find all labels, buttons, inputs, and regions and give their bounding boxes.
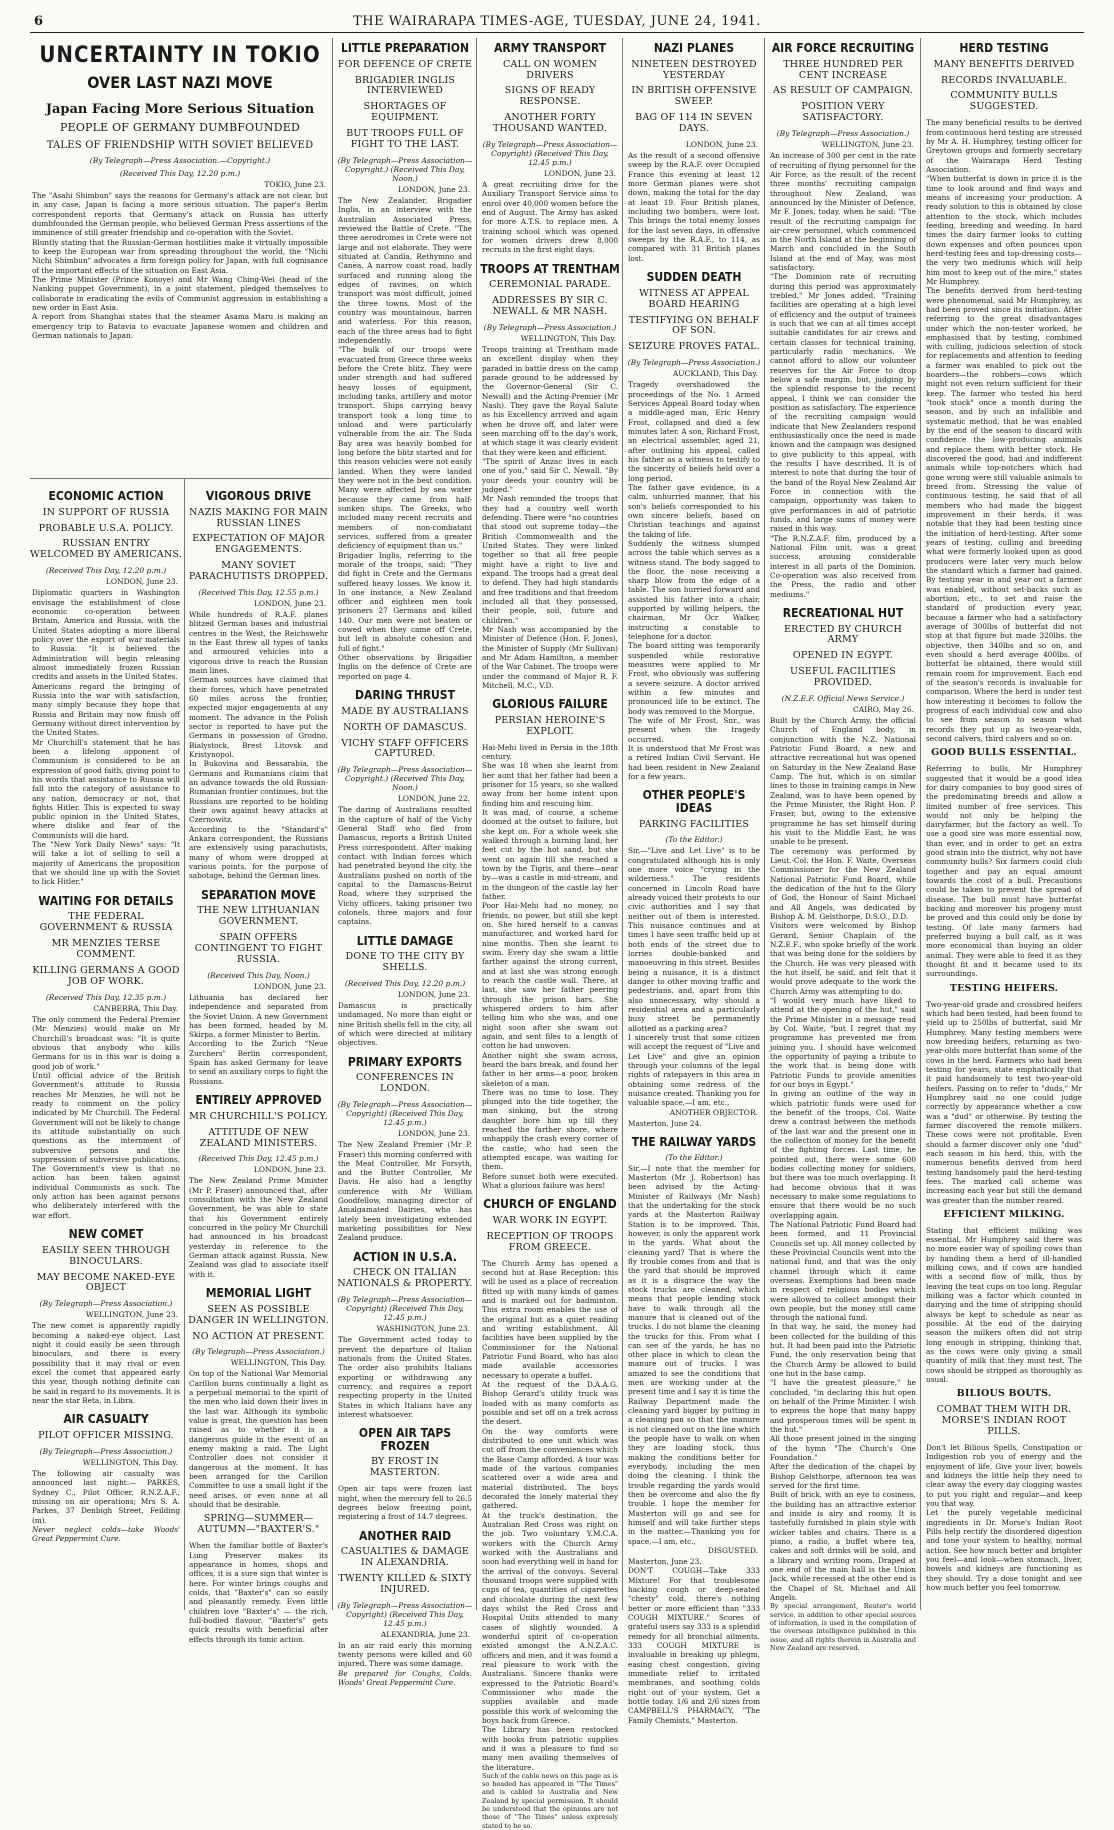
article-headline: PRIMARY EXPORTS — [347, 1054, 463, 1069]
article-paragraph: At the request of the D.A.A.G. Bishop Gerard's utility truck was loaded with as many comforts as possible and set off on a trek across the desert. — [482, 1380, 618, 1427]
article-paragraph: After the dedication of the chapel by Bishop Gelsthorpe, afternoon tea was served for the first time. — [770, 1462, 916, 1491]
dateline: LONDON, June 23. — [397, 1129, 470, 1139]
article-subhead: MADE BY AUSTRALIANS — [341, 705, 469, 717]
article-headline: THE RAILWAY YARDS — [631, 1135, 757, 1149]
article-paragraph: "I would very much have liked to attend at the opening of the hut," said the Prime Minister in a message read by Col. Waite, "but I regret that my programme has prevented me from joining you. I should have welcomed the opportunity of paying a tribute to the work that is being done with Patriotic Funds to provide amenities for our boys in Egypt." — [770, 996, 916, 1089]
article-paragraph: The Government acted today to prevent the departure of Italian nationals from the United States. The order also prohibits Italians exporting or withdrawing any currency, and requires a report respecting property in the United States in which Italians have any interest whatsoever. — [338, 1335, 472, 1419]
article-subhead: EXPECTATION OF MAJOR ENGAGEMENTS. — [192, 533, 325, 556]
article-paragraph: Two-year-old grade and crossbred heifers which had been tested, had been found to yield up to 250lbs of butterfat, said Mr Humphrey. Many testing members were now breeding heifers, returning as two-year-olds more butterfat than some of the cows in the herd. Farmers who had been testing for years, state emphatically that it paid handsomely to test two-year-old heifers. Passing on to refer to "duds," Mr Humphrey said no one could judge correctly by appearance whether a cow was a "dud" or otherwise. By testing the farmer discovered the remote milkers. These cows were not profitable. Even should a farmer discover only one "dud" each season in his herd, this, with the numerous benefits derived from herd testing handsomely paid the herd-testing fees. The marked call scheme was increasing each year but still the demand was greater than the number reared. — [926, 999, 1082, 1205]
article-paragraph: Before sunset both were executed. What a glorious failure was hers! — [482, 1171, 618, 1191]
lead-subhead: Japan Facing More Serious Situation — [45, 101, 315, 117]
article-headline: CHURCH OF ENGLAND — [483, 1197, 617, 1212]
dateline: LONDON, June 23. — [397, 185, 470, 195]
article-subhead: PARKING FACILITIES — [638, 818, 750, 830]
article-subhead: PROBABLE U.S.A. POLICY. — [38, 522, 174, 534]
article-subhead: KILLING GERMANS A GOOD JOB OF WORK. — [32, 965, 180, 987]
article-subhead: EASILY SEEN THROUGH BINOCULARS. — [41, 1244, 170, 1267]
dateline: WELLINGTON, This Day. — [230, 1358, 326, 1368]
article-subhead: USEFUL FACILITIES PROVIDED. — [789, 666, 897, 689]
article-paragraph: "The bulk of our troops were evacuated from Greece three weeks before the Crete blitz. They were under strength and had suffered heavy losses of equipment, including tanks, artillery and motor transport. Ships carrying heavy transport took a long time to unload and were particularly vulnerable from the air. The Suda Bay area was heavily bombed for long before the blitz started and for this reason vehicles were not easily landed. When they were landed they were not in the best condition. Many were affected by sea water because they came from half-sunken ships. The Greeks, who included many recent recruits and members of non-combatant services, suffered from a greater deficiency of equipment than us." — [338, 345, 472, 551]
article-subhead: BUT TROOPS FULL OF FIGHT TO THE LAST. — [346, 128, 464, 151]
lead-subhead: PEOPLE OF GERMANY DUMBFOUNDED — [60, 120, 300, 134]
column-rule — [476, 38, 477, 1610]
article-subhead: SIGNS OF READY RESPONSE. — [504, 85, 596, 108]
article-paragraph: The wife of Mr Frost, Snr., was present when the tragedy occurred. — [628, 716, 760, 744]
article-subhead: COMMUNITY BULLS SUGGESTED. — [950, 90, 1058, 113]
article-paragraph: It was mad, of course, a scheme doomed at the outset to failure, but she kept on. For a whole week she walked through a burning land, her feet cut by the hot sand, but she went on again till she reached a town by the Tigris, and there—near by—was a castle in mid-stream, and in the dungeon of the castle lay her father. — [482, 807, 618, 901]
article-subhead: AS RESULT OF CAMPAIGN. — [773, 85, 913, 97]
article-subhead: ATTITUDE OF NEW ZEALAND MINISTERS. — [199, 1126, 318, 1149]
article-subhead: IN SUPPORT OF RUSSIA — [42, 506, 170, 518]
dateline: WELLINGTON, This Day. — [520, 334, 616, 344]
article-paragraph: The New Zealander, Brigadier Inglis, in an interview with the Australian Associated Press, reviewed the Battle of Crete. "The three aerodromes in Crete were not large and not elaborate. They were situated at Candia, Rethymno and Canea. A narrow coast road, badly surfaced and running along the edges of ravines, on which transport was most difficult, joined the three towns. Most of the country was mountainous, barren and waterless. For this reason, each of the three areas had to fight independently. — [338, 196, 472, 345]
article-subhead: MR MENZIES TERSE COMMENT. — [51, 938, 161, 961]
article-paragraph: Open air taps were frozen last night, when the mercury fell to 26.5 degrees below freezing point, registering a frost of 14.7 degrees. — [338, 1484, 472, 1522]
article-paragraph: Visitors were welcomed by Bishop Gerard, Senior Chaplain of the N.Z.E.F., who spoke briefly of the work that was being done for the soldiers by the Church. He was very pleased with the hut itself, he said, and felt that it would prove adequate to the work the Church Army was attempting to do. — [770, 921, 916, 996]
received-time: (Received This Day, 12.45 p.m.) — [198, 1154, 319, 1164]
masthead-title: THE WAIRARAPA TIMES-AGE, TUESDAY, JUNE 24, 1941. — [353, 14, 761, 29]
article-paragraph: The "New York Daily News" says: "It will take a lot of selling to sell a majority of Americans the proposition that we should line up with the Soviet to lick Hitler." — [32, 840, 180, 887]
article-subhead: TESTING HEIFERS. — [949, 982, 1059, 994]
article-headline: NAZI PLANES — [653, 41, 735, 55]
article-subhead: SEIZURE PROVES FATAL. — [628, 341, 760, 353]
dateline: WASHINGTON, June 23. — [376, 1324, 470, 1334]
article-paragraph: Suddenly the witness slumped across the table which serves as a witness stand. The body sagged to the floor, the nose receiving a sharp blow from the edge of a table. The son hurried forward and assisted his father into a chair, supported by willing helpers, the chairman, Mr Ocr Walker, instructing a constable to telephone for a doctor. — [628, 538, 760, 642]
article-paragraph: In an air raid early this morning twenty persons were killed and 60 injured. There was some damage. — [338, 1640, 472, 1669]
article-paragraph: The Church Army has opened a second hut at Base Reception: this will be used as a place of recreation fitted up with many kinds of games and is marked out for badminton. This extra room enables the use of the original hut as a quiet reading and writing establishment. All facilities have been supplied by the Commissioner for the National Patriotic Fund Board, who has also made available accessories necessary to operate a buffet. — [482, 1258, 618, 1380]
article-headline: NEW COMET — [68, 1227, 144, 1242]
page-number: 6 — [34, 14, 44, 29]
article-headline: TROOPS AT TRENTHAM — [480, 261, 620, 276]
article-headline: GLORIOUS FAILURE — [492, 697, 608, 712]
ad-headline: BILIOUS BOUTS. — [956, 1388, 1052, 1400]
article-headline: ANOTHER RAID — [358, 1528, 452, 1543]
article-paragraph: Sir,—"Live and Let Live" is to be congratulated although his is only one more voice "crying in the wilderness." The residents concerned in Lincoln Road have already voiced their protests to our civic authorities and I say that neither out of them is interested. This nuisance continues and at times I have seen traffic held up at both ends of the street due to lorries double-banked and manoeuvring in this street. Besides being a nuisance, it is a distinct danger to other moving traffic and pedestrians, and, apart from this also unnecessary, why should a residential area and a particularly busy street be permanently allotted as a parking area? — [628, 846, 760, 1033]
wire-credit: (By Telegraph—Press Association.) — [192, 1347, 325, 1357]
article-subhead: WAR WORK IN EGYPT. — [492, 1215, 608, 1227]
article-headline: MEMORIAL LIGHT — [205, 1286, 312, 1301]
dateline: WELLINGTON, June 23. — [821, 140, 914, 150]
article-subhead: NAZIS MAKING FOR MAIN RUSSIAN LINES — [189, 506, 328, 529]
column-4 — [626, 38, 762, 1725]
lead-story — [30, 38, 330, 476]
article-headline: ENTIRELY APPROVED — [195, 1093, 322, 1108]
dateline: LONDON, June 23. — [253, 599, 326, 609]
article-subhead: MR CHURCHILL'S POLICY. — [189, 1110, 328, 1122]
wire-credit: (By Telegraph—Press Association.) — [627, 358, 761, 368]
dateline: CANBERRA, This Day. — [93, 1003, 178, 1013]
article-paragraph: German sources have claimed that their forces, which have penetrated 60 miles across the frontier, expected major engagements at any moment. The advance in the Polish sector is reported to have put the Germans in possession of Grodno, Bialystock, Brest Litovsk and Kristynopol. — [189, 675, 328, 760]
article-subhead: (To the Editor.) — [665, 1152, 723, 1162]
article-paragraph: The New Zealand Premier (Mr P. Fraser) this morning conferred with the Meat Controller, Mr Forsyth, and the Butter Controller, Mr Davis. He also had a lengthy conference with Mr William Goodfellow, managing director of Amalgamated Dairies, who has lately been investigating extended marketing possibilities for New Zealand produce. — [338, 1140, 472, 1243]
article-subhead: NO ACTION AT PRESENT. — [192, 1330, 325, 1342]
article-subhead: CONFERENCES IN LONDON. — [356, 1072, 454, 1095]
article-paragraph: The board sitting was temporarily suspended while restorative measures were applied to Mr Frost, who obviously was suffering a severe seizure. A doctor arrived within a few minutes and pronounced life to be extinct. The body was removed to the Morgue. — [628, 641, 760, 716]
article-subhead: ADDRESSES BY SIR C. NEWALL & MR NASH. — [492, 295, 608, 318]
article-subhead: ANOTHER FORTY THOUSAND WANTED. — [493, 112, 607, 135]
article-subhead: TESTIFYING ON BEHALF OF SON. — [628, 314, 760, 337]
article-paragraph: I sincerely trust that some citizen will accept the request of "Live and Let Live" and give an opinion through your columns of the legal rights of ratepayers in this area in obtaining some redress of the nuisance created. Thanking you for valuable space,—I am, etc., — [628, 1033, 760, 1108]
article-subhead: VICHY STAFF OFFICERS CAPTURED. — [341, 737, 469, 760]
article-paragraph: In giving an outline of the way in which patriotic funds were used for the benefit of the troops, Col. Waite drew a contrast between the methods of the last war and the present one in the collection of money for the benefit of the fighting forces. Last time, he pointed out, there were some 600 bodies collecting money for soldiers, but there was too much overlapping. It had become obvious that it was necessary to make some regulations to ensure that there would be no such overlapping again. — [770, 1089, 916, 1220]
article-subhead: EFFICIENT MILKING. — [943, 1208, 1065, 1220]
article-subhead: DONE TO THE CITY BY SHELLS. — [345, 951, 465, 974]
dateline: LONDON, June 23. — [253, 1165, 326, 1175]
article-paragraph: While hundreds of R.A.F. planes blitzed German bases and industrial centres in the West, the Reichswehr in the East threw all types of tanks and armoured vehicles into a vigorous drive to reach the Russian main lines. — [189, 610, 328, 676]
article-paragraph: The "Asahi Shimbun" says the reasons for Germany's attack are not clear, but in any case, Japan is facing a more serious situation. The paper's Berlin correspondent reports that Germany's attack on Russia has utterly dumbfounded the German people, who believed German Press assertions of the imminence of still greater friendship and co-operation with the Soviet. — [32, 191, 328, 238]
article-paragraph: The benefits derived from herd-testing were phenomenal, said Mr Humphrey, as had been proved since its initiation. After referring to the great disadvantages under which the non-tester worked, he emphasised that by testing, combined with culling, judicious selection of stock for replacements and attention to feeding a farmer was enabled to pick out the boarders—the robbers—cows which might not even return sufficient for their keep. The farmer who tested his herd "took stock" once a month during the season, and by such an infallible and systematic method, that he was enabled by the end of the season to discard with confidence the low-producing animals and replace them with better stock. He discovered the good, bad and indifferent animals while top-notchers which had gone wrong were still valuable animals to breed from. Stressing the value of continuous testing, he said that of all members who had made the biggest improvement in their herds, it was notable that they had been testing since the initiation of herd-testing. After some years of testing, culling and breeding what were formerly looked upon as good producers were later very much below the standard which a farmer had gained. By testing year in and year out a farmer was enabled, without set-backs such as abortion, etc., to set and raise the standard of production every year, because a farmer who had a satisfactory average of 300lbs of butterfat did not stop at that figure but made 320lbs. the objective, then 340lbs and so on, and even should a herd average 400lbs. of butterfat be obtained, there would still remain room for improvement. Each end of the season's records is invaluable for comparison. Where the herd is under test how interesting it becomes to follow the progress of each individual cow and also to see from season to season what records they put up as two-year-olds, second calvers, third calvers and so on. — [926, 286, 1082, 743]
dateline: LONDON, June 23. — [543, 169, 616, 179]
dateline: LONDON, June 22. — [397, 794, 470, 804]
article-paragraph: Poor Hai-Mehi had no money, no friends, no power, but still she kept on. She hired herself to a canvas manufacturer, and worked hard for nine months. Then she learnt to swim. Every day she swam a little farther against the strong current, and at last she was strong enough to reach the castle wall. There, at last, she saw her father peering through the prison bars. She whispered orders to him after telling him who she was, and one night soon after she swam out again, and sent files to a length of cotton he had unwoven. — [482, 901, 618, 1051]
dateline: AUCKLAND, This Day. — [672, 369, 758, 379]
column-rule — [332, 38, 333, 1610]
letter-signature: DISGUSTED. — [707, 1546, 758, 1556]
article-headline: SUDDEN DEATH — [646, 270, 742, 285]
dateline: WELLINGTON, June 23. — [85, 1310, 178, 1320]
article-headline: VIGOROUS DRIVE — [205, 489, 312, 503]
dateline: TOKIO, June 23. — [264, 180, 326, 190]
dateline: WELLINGTON, This Day. — [82, 1457, 178, 1467]
wire-credit: (By Telegraph—Press Association—Copyright) (Received This Day, 12.45 p.m.) — [337, 1100, 473, 1128]
dateline: LONDON, June 23. — [105, 577, 178, 587]
article-paragraph: Stating that efficient milking was essential, Mr Humphrey said there was no more easier way of spoiling cows than by handing them a herd of ill-handled milking cows, and if cows are handled with a second flow of milk, thus by leaving the teat cups on too long. Regular milking was a factor which counted in dairying and the time of stripping should always be kept to schedule as near as possible. At the end of the dairying season the milkers often did not strip long enough in stripping, thinking that, as the cows were only giving a small quantity of milk that they must test. The cows should be stripped as thoroughly as usual. — [926, 1225, 1082, 1385]
article-headline: AIR CASUALTY — [63, 1412, 149, 1427]
article-subhead: GOOD BULLS ESSENTIAL. — [931, 747, 1077, 759]
article-paragraph: According to the "Standard's" Ankara correspondent, the Russians are extensively using parachutists, many of whom were dropped at various points, for the purpose of sabotage, behind the German lines. — [189, 824, 328, 881]
article-subhead: ERECTED BY CHURCH ARMY — [784, 623, 902, 646]
column-1b — [187, 482, 330, 1644]
article-subhead: TWENTY KILLED & SIXTY INJURED. — [338, 1572, 472, 1595]
article-headline: OTHER PEOPLE'S IDEAS — [642, 788, 746, 815]
advertisement: Let the purely vegetable medicinal ingredients in Dr. Morse's Indian Root Pills help rectify the disordered digestion and tone your system to healthy, normal action. See how much better and brighter you feel—and look—when stomach, liver, bowels and kidneys are functioning as they should. Try a dose tonight and see how much better you feel tomorrow. — [926, 1508, 1082, 1592]
article-paragraph: Another night she swam across, heard the bars break, and found her father in her arms—a poor, broken skeleton of a man. — [482, 1050, 618, 1088]
ad-headline: SPRING—SUMMER—AUTUMN—"BAXTER'S." — [197, 1513, 320, 1536]
column-rule — [622, 38, 623, 1610]
wire-credit: (By Telegraph—Press Association—Copyright.) (Received This Day, Noon.) — [337, 156, 473, 184]
wire-credit: (N.Z.E.F. Official News Service.) — [781, 694, 905, 704]
article-subhead: IN BRITISH OFFENSIVE SWEEP. — [631, 85, 757, 108]
article-subhead: SEEN AS POSSIBLE DANGER IN WELLINGTON. — [188, 1303, 329, 1326]
letter-signature: ANOTHER OBJECTOR. — [669, 1107, 758, 1117]
article-subhead: BY FROST IN MASTERTON. — [369, 1456, 441, 1479]
received-time: (Received This Day, Noon.) — [207, 970, 310, 980]
article-subhead: MANY BENEFITS DERIVED — [933, 58, 1075, 70]
wire-credit: (By Telegraph—Press Association.) — [39, 1299, 173, 1309]
article-paragraph: As the result of a second offensive sweep by the R.A.F. over Occupied France this evening at least 12 more German planes were shot down, making the total for the day at least 19. Four British planes, including two bombers, were lost. This brings the total enemy losses for the last seven days, in offensive sweeps by the R.A.F., to 114, as compared with 31 British planes lost. — [628, 151, 760, 263]
article-subhead: PILOT OFFICER MISSING. — [38, 1429, 174, 1441]
wire-credit: (By Telegraph—Press Association.—Copyright.) — [89, 156, 271, 166]
article-paragraph: There was no time to lose. They plunged into the tide together, the man sinking, but the strong daughter bore him up till they reached the farther shore, where unhappily the crash every corner of the castle, who had seen the attempted escape, was waiting for them. — [482, 1087, 618, 1172]
article-subhead: FOR DEFENCE OF CRETE — [337, 58, 473, 70]
article-subhead: CHECK ON ITALIAN NATIONALS & PROPERTY. — [337, 1267, 473, 1290]
article-subhead: NORTH OF DAMASCUS. — [343, 721, 467, 733]
wire-credit: (By Telegraph—Press Association—Copyright) (Received This Day, 12.45 p.m.) — [337, 1600, 473, 1628]
footnote: By special arrangement, Reuter's world service, in addition to other special sources of information, is used in the compilation of the overseas intelligence published in this issue, and all rights therein in Australia and New Zealand are reserved. — [770, 1602, 916, 1652]
received-time: (Received This Day, 12.55 p.m.) — [198, 588, 319, 598]
article-paragraph: An increase of 300 per cent in the rate of recruiting of flying personnel for the Air Force, as the result of the recent three months' recruiting campaign throughout New Zealand, was announced by the Minister of Defence, Mr F. Jones, today, when he said: "The result of the recruiting campaign for air-crew personnel, which commenced in the North Island at the beginning of March and concluded in the South Island at the end of May, was most satisfactory. — [770, 151, 916, 273]
article-paragraph: On the way comforts were distributed to one unit which was cut off from the conveniences which the Base Camp afforded. A tour was made of the various companies scattered over a wide area and material distributed. The boys decorated the lonely material they gathered. — [482, 1426, 618, 1511]
article-subhead: THE NEW LITHUANIAN GOVERNMENT. — [197, 905, 320, 928]
article-paragraph: Mr Nash reminded the troops that they had a country well worth defending. There were "no countries that stood out supreme today—the British Commonwealth and the United States. They were linked together so that all free people might have a right to live and expand. The troops had a great deal to defend. They had high standards and free traditions and that freedom included all that they possessed, their people, soil, future and children." — [482, 494, 618, 625]
column-5 — [768, 38, 918, 1652]
article-paragraph: The ceremony was performed by Lieut.-Col. the Hon. F. Waite, Overseas Commissioner for the New Zealand National Patriotic Fund Board, while the dedication of the hut to the Glory of God, the Honour of Saint Michael and All Angels, was dedicated by Bishop A. M. Gelsthorpe, D.S.O., D.D. — [770, 846, 916, 922]
ad-subhead: COMBAT THEM WITH DR. MORSE'S INDIAN ROOT PILLS. — [936, 1404, 1072, 1438]
article-paragraph: Referring to bulls, Mr Humphrey suggested that it would be a good idea for dairy companies to buy good sires of the predominating breeds and allow a limited number of free services. This would not only be helping the dairyfarmer, but the factory as well. To use a good sire was more essential now, than ever, and in order to get an extra good strain into the district, why not have community bulls? Six farmers could club together and pay an equal amount towards the cost of a bull. Precautions could be taken to prevent the spread of disease. The bull must have butterfat backing and moreover his progeny must be proved and this could only be done by testing. Of late many farmers had preferred buying a bull calf, as it was more economical than buying an older animal. They were able to feed it as they thought fit and it became used to its surroundings. — [926, 764, 1082, 979]
article-paragraph: "When butterfat is down in price it is the time to look around and find ways and means of increasing your production. A ready solution to this is obtained by close attention to the stock, which includes feeding, breeding and weeding. In hard times the dairy farmer looks to cutting down expenses and often pounces upon herd-testing fees and top-dressing costs—the very two mediums which will help him most to keep out of the mire," states Mr Humphrey. — [926, 174, 1082, 286]
page-headline: UNCERTAINTY IN TOKIO — [39, 43, 321, 68]
article-paragraph: Damascus is practically undamaged. No more than eight or nine British shells fell in the city, all of which were directed at military objectives. — [338, 1001, 472, 1048]
letter-place: Masterton, June 24. — [628, 1118, 702, 1128]
advertisement: Never neglect colds—take Woods' Great Peppermint Cure. — [32, 1524, 180, 1544]
article-paragraph: The many beneficial results to be derived from continuous herd testing are stressed by Mr A. H. Humphrey, testing officer for Greytown groups and formerly secretary of the Wairarapa Herd Testing Association. — [926, 118, 1082, 174]
article-paragraph: The new comet is apparently rapidly becoming a naked-eye object. Last night it could easily be seen through binoculars, and there is every possibility that it may rival or even excel the comet that appeared early this year, though nothing definite can be said in regard to its movements. It is near the star Beta, in Libra. — [32, 1321, 180, 1406]
article-paragraph: The Library has been restocked with books from patriotic supplies and it was a pleasure to find so many men availing themselves of the literature. — [482, 1725, 618, 1772]
article-subhead: THE FEDERAL GOVERNMENT & RUSSIA — [39, 911, 173, 934]
wire-credit: (By Telegraph—Press Association.) — [776, 129, 910, 139]
section-divider — [30, 478, 332, 479]
article-paragraph: The New Zealand Prime Minister (Mr P. Fraser) announced that, after consultation with the New Zealand Government, he was able to state that his Government entirely concurred in the policy Mr Churchill had announced in his broadcast yesterday in reference to the German attack against Russia. New Zealand was glad to associate itself with it. — [189, 1176, 328, 1279]
article-paragraph: "The Dominion rate of recruiting during this period was approximately trebled," Mr Jones added. "Training facilities are operating at a high level of efficiency and the output of trainees is such that we can at all times accept suitable candidates for air crews and certain classes for technical training, particularly radio mechanics. We cannot afford to allow our volunteer reserves for the Air Force to drop below a safe margin, but, judging by the splendid response to the recent appeal, I think we can consider the position as satisfactory. The experience of the recruiting campaign would indicate that New Zealanders respond enthusiastically once the need is made known and the campaign was designed to give publicity to this appeal, with the results I have described. It is of interest to note that during the tour of the band of the Royal New Zealand Air Force in connection with the campaign, opportunity was taken to give performances in aid of patriotic funds, and large sums of money were raised in this way. — [770, 272, 916, 534]
article-paragraph: The father gave evidence, in a calm, unhurried manner, that his son's beliefs corresponded to his own sincere beliefs, based on Christian teachings and against the taking of life. — [628, 482, 760, 539]
article-headline: ECONOMIC ACTION — [48, 489, 164, 503]
article-subhead: MAY BECOME NAKED-EYE OBJECT — [36, 1271, 176, 1294]
article-headline: RECREATIONAL HUT — [782, 605, 904, 620]
article-paragraph: Tragedy overshadowed the proceedings of the No. 1 Armed Services Appeal Board today when a middle-aged man, Eric Henry Frost, collapsed and died a few minutes later. A son, Richard Frost, an electrical assembler, aged 21, after outlining his appeal, called his father as a witness to testify to the sincerity of beliefs held over a long period. — [628, 380, 760, 483]
received-time: (Received This Day, 12.20 p.m.) — [344, 979, 466, 989]
article-subhead: BRIGADIER INGLIS INTERVIEWED — [354, 74, 456, 97]
article-headline: OPEN AIR TAPS FROZEN — [358, 1426, 452, 1453]
footnote: Such of the cable news on this page as is so headed has appeared in "The Times" and is cabled to Australia and New Zealand by special permission. It should be understood that the opinions are not those of "The Times" unless expressly stated to be so. — [482, 1771, 618, 1830]
article-paragraph: A report from Shanghai states that the steamer Asama Maru is making an emergency trip to Batavia to evacuate Japanese women and children and German nationals to Japan. — [32, 312, 328, 340]
wire-credit: (By Telegraph—Press Association—Copyright.) (Received This Day, Noon.) — [337, 765, 473, 793]
column-rule — [184, 478, 185, 1610]
article-headline: LITTLE PREPARATION — [340, 41, 469, 55]
advertisement: Be prepared for Coughs, Colds. Woods' Great Peppermint Cure. — [338, 1668, 472, 1688]
dateline: LONDON, June 23. — [397, 990, 470, 1000]
article-headline: AIR FORCE RECRUITING — [771, 41, 915, 55]
dateline: CAIRO, May 26. — [853, 705, 914, 715]
article-paragraph: According to the Zurich "Neue Zurchers" Berlin correspondent, Spain has asked Germany for leave to send an auxiliary corps to fight the Russians. — [189, 1039, 329, 1086]
article-subhead: SHORTAGES OF EQUIPMENT. — [363, 101, 447, 124]
article-subhead: MANY SOVIET PARACHUTISTS DROPPED. — [188, 560, 329, 583]
wire-credit: (By Telegraph—Press Association—Copyright) (Received This Day, 12.45 p.m.) — [482, 140, 618, 168]
received-time: (Received This Day, 12.20 p.m.) — [119, 169, 241, 179]
article-subhead: SPAIN OFFERS CONTINGENT TO FIGHT RUSSIA. — [194, 932, 323, 965]
article-paragraph: On top of the National War Memorial Carillon burns continually a light as a perpetual memorial to the spirit of the men who laid down their lives in the last war. Although its symbolic value is great, the question has been raised as to whether it is a dangerous guide in the event of an enemy making a raid. The Light Controller does not consider it dangerous at the moment. It has been arranged for the Carillon Committee to use a small light if the need arises, or even none at all should that be desirable. — [189, 1369, 328, 1510]
article-subhead: RECEPTION OF TROOPS FROM GREECE. — [486, 1230, 614, 1253]
article-paragraph: Sir,—I note that the member for Masterton (Mr J. Robertson) has been advised by the Acting-Minister of Railways (Mr Nash) that the undertaking for the stock yards at the Masterton Railway Station is to be improved. This, however, is only the apparent work in the yards. What about the cleaning yard? That is where the fly trouble comes from and that is the yard that should be improved as it is a disgrace the way the stock trucks are cleaned, which means that people lending stock have to walk through all the manure that is cleaned out of the trucks. I do not blame the cleaning the trucks for this. From what I can see of the yards, he has no other place in which to clean the manure out of trucks. I was amazed to see the conditions that men are working under at the present time and I say it is time the Railway Department made the cleaning yard bigger by putting in a cleaning pan so that the manure is not cleaned out on the line which the people have to walk on when they are loading stock, thus making the conditions better for everybody, including the men doing the cleaning. I think the trouble regarding the yards would then be overcome and also the fly trouble. I hope the member for Masterton will go and see for himself and will take further steps in the matter.—Thanking you for space,—I am, etc., — [628, 1163, 760, 1546]
article-headline: ARMY TRANSPORT — [493, 41, 607, 55]
article-subhead: CALL ON WOMEN DRIVERS — [502, 58, 597, 81]
column-rule — [764, 38, 765, 1610]
article-paragraph: At the truck's destination, the Australian Red Cross was right on the job. Two voluntary Y.M.C.A. workers with the Church Army worked with the Australians and soon had everything well in hand for the arrival of the convoys. Several thousand troops were supplied with cups of tea, quantities of cigarettes and chocolate during the next few days whilst the Red Cross and Hospital Units attended to many cases of slightly wounded. A wonderful spirit of co-operation existed amongst the A.N.Z.A.C. officers and men, and it was found a real pleasure to work with the Australians. Sincere thanks were expressed to the Patriotic Board's Commissioner who made the supplies available and made possible this work of welcoming the boys back from Greece. — [482, 1510, 618, 1725]
article-paragraph: A great recruiting drive for the Auxiliary Transport Service aims to enrol over 40,000 women before the end of August. The Army has asked for more A.T.S. to replace men. A training school which was opened for women drivers drew 8,000 recruits in the first eight days. — [482, 180, 618, 255]
article-subhead: OPENED IN EGYPT. — [792, 650, 894, 662]
article-paragraph: Mr Churchill's statement that he has been a lifelong opponent of Communism is considered to be an expression of good faith, giving point to his words that assistance to Russia will fall into the category of assistance to any nation, democracy or not, that fights Hitler. This is expected to sway public opinion in the United States, where dislike and fear of the Communists will die hard. — [32, 737, 180, 840]
article-paragraph: Brigadier Inglis, referring to the morale of the troops, said: "They did fight in Crete and the Germans suffered heavy losses. We know it. In one instance, a New Zealand officer and eighteen men took prisoners 27 Germans and killed 140. Our men were not beaten or cowed when they came off Crete, but left in absolute cohesion and full of fight." — [338, 550, 472, 653]
advertisement: When the familiar bottle of Baxter's Lung Preserver makes its appearance in homes, shops and offices, it is a sure sign that winter is here. For winter brings coughs and colds, that "Baxter's" can so easily and pleasantly remedy. Even little children love "Baxter's" — the rich, full-bodied flavour. "Baxter's" gets quick results with beneficial after effects through its tonic action. — [189, 1541, 328, 1644]
article-paragraph: Troops training at Trentham made an excellent display when they paraded in battle dress on the camp parade ground to be addressed by the Governor-General (Sir C. Newall) and the Acting-Premier (Mr Nash). They gave the Royal Salute as his Excellency arrived and again when he drove off, and later were seen marching off to the day's work, at which stage it was clearly evident that they were keen and efficient. — [482, 345, 618, 457]
received-time: (Received This Day, 12.35 p.m.) — [45, 992, 167, 1002]
column-rule — [920, 38, 921, 1610]
article-subhead: (To the Editor.) — [665, 835, 723, 845]
received-time: (Received This Day, 12.20 p.m.) — [45, 566, 167, 576]
article-paragraph: Diplomatic quarters in Washington envisage the establishment of close economic co-operation between Britain, America and Russia, with the United States adopting a more liberal policy over the export of war materials to Russia. "It is believed the Administration will begin releasing almost immediately frozen Russian credits and assets in the United States. — [32, 588, 180, 682]
article-paragraph: The Prime Minister (Prince Konoye) and Mr Wang Ching-Wei (head of the Nanking puppet Government), in a joint statement, pledged themselves to collaborate in eradicating the evils of Communist aggression in establishing a new order in East Asia. — [32, 274, 328, 312]
article-headline: DARING THRUST — [355, 688, 455, 703]
article-paragraph: Until official advice of the British Government's attitude to Russia reaches Mr Menzies, he will not be ready to comment on the policy indicated by Mr Churchill. The Federal Government will not be likely to change its attitude substantially on such questions as the internment of subversive persons and the suppression of subversive publications. The Government's view is that no action has been taken against individual Communists as such. The only action has been against persons who deliberately interfered with the war effort. — [32, 1070, 180, 1220]
article-subhead: PERSIAN HEROINE'S EXPLOIT. — [494, 714, 606, 737]
article-paragraph: Other observations by Brigadier Inglis on the defence of Crete are reported on page 4. — [338, 653, 472, 681]
article-paragraph: It is understood that Mr Frost was a retired Indian Civil Servant. He had been resident in New Zealand for a few years. — [628, 744, 760, 782]
article-paragraph: The following air casualty was announced last night:— PARKES, Sydney C., Pilot Officer, R.N.Z.A.F., missing on air operations; Mrs S. A. Parkes, 37 Denbigh Street, Feilding (m). — [32, 1468, 180, 1525]
dateline: ALEXANDRIA, June 23. — [380, 1629, 470, 1639]
lead-subhead: TALES OF FRIENDSHIP WITH SOVIET BELIEVED — [46, 139, 314, 151]
advertisement: DON'T COUGH—Take 333 Mixture! For that troublesome hacking cough or deep-seated "chesty" cold, there's nothing better or more efficient than "333 COUGH MIXTURE." Scores of grateful users say 333 is a splendid remedy for all bronchial ailments. 333 COUGH MIXTURE is invaluable in breaking up phlegm, easing chest congestion, giving immediate relief to irritated membranes, and soothing colds right out of your system. Get a bottle today. 1/6 and 2/6 sizes from CAMPBELL'S PHARMACY, "The Family Chemists," Masterton. — [628, 1566, 760, 1725]
article-paragraph: She was 18 when she learnt from her aunt that her father had been a prisoner for 15 years, so she walked away from her home intent upon finding him and rescuing him. — [482, 761, 618, 808]
article-paragraph: Mr Nash was accompanied by the Minister of Defence (Hon. F. Jones), the Minister of Supply (Mr Sullivan) and Mr Adam Hamilton, a member of the War Cabinet. The troops were under the command of Major R. F. Mitchell, M.C., V.D. — [482, 624, 618, 690]
article-paragraph: All those present joined in the singing of the hymn "The Church's One Foundation." — [770, 1434, 916, 1463]
article-subhead: WITNESS AT APPEAL BOARD HEARING — [639, 287, 749, 310]
column-1a — [30, 482, 182, 1610]
article-subhead: RECORDS INVALUABLE. — [941, 74, 1067, 86]
article-subhead: RUSSIAN ENTRY WELCOMED BY AMERICANS. — [30, 538, 182, 561]
letter-place: Masterton, June 23. — [628, 1557, 702, 1567]
article-paragraph: In Bukovina and Bessarabia, the Germans and Rumanians claim that an advance towards the old Russian-Rumanian frontier continues, but the Russians are reported to be holding their own against heavy attacks at Czernowitz. — [189, 759, 328, 825]
dateline: LONDON, June 23. — [253, 981, 326, 991]
article-paragraph: Americans regard the bringing of Russia into the war with satisfaction, many simply because they hope that Russia and Britain may now finish off Germany without direct intervention by the United States. — [32, 681, 180, 738]
article-paragraph: "The spirit of Anzac lives in each one of you," said Sir C. Newall. "By your deeds your country will be judged." — [482, 457, 618, 495]
article-paragraph: "The R.N.Z.A.F. film, produced by a National Film unit, was a great success, arousing considerable interest in all parts of the Dominion. Co-operation was also received from the Press, the radio and other mediums." — [770, 533, 916, 599]
wire-credit: (By Telegraph—Press Association—Copyright) (Received This Day, 12.45 p.m.) — [337, 1295, 473, 1323]
article-paragraph: Bluntly stating that the Russian-German hostilities make it virtually impossible to keep the European war from spreading throughout the world, the "Nichi Nichi Shimbun" advocates a firm foreign policy for Japan, with full cognisance of the important effects of the situation on East Asia. — [32, 237, 328, 275]
article-headline: HERD TESTING — [959, 41, 1049, 55]
masthead — [30, 10, 1084, 33]
article-paragraph: The daring of Australians resulted in the capture of half of the Vichy General Staff who fled from Damascus, reports a British United Press correspondent. After making contact with Indian forces which had penetrated beyond the city, the Australians pushed on north of the capital to the Damascus-Beirut Road, where they surprised the Vichy officers, taking prisoner two colonels, three majors and four captains. — [338, 805, 472, 927]
wire-credit: (By Telegraph—Press Association.) — [483, 323, 617, 333]
article-headline: ACTION IN U.S.A. — [353, 1249, 457, 1264]
article-paragraph: "I have the greatest pleasure," he concluded, "in declaring this hut open on behalf of the Prime Minister. I wish to express the hope that many happy and prosperous times will be spent in the hut." — [770, 1378, 916, 1435]
article-subhead: POSITION VERY SATISFACTORY. — [801, 101, 885, 124]
column-3 — [480, 38, 620, 1830]
article-headline: SEPARATION MOVE — [201, 887, 316, 902]
lead-deck: OVER LAST NAZI MOVE — [87, 73, 273, 93]
article-subhead: BAG OF 114 IN SEVEN DAYS. — [635, 112, 753, 135]
advertisement: Don't let Bilious Spells, Constipation or Indigestion rob you of energy and the enjoyment of life. Give your liver, bowels and kidneys the little help they need to clear away the every day clogging wastes to put you right and regular—and keep you that way. — [926, 1443, 1082, 1509]
column-2 — [336, 38, 474, 1688]
article-subhead: THREE HUNDRED PER CENT INCREASE — [783, 58, 903, 81]
article-paragraph: In that way, he said, the money had been collected for the building of this hut. It had been paid into the Patriotic Fund, the only reservation being that the Church Army be allowed to build one hut in the base camp. — [770, 1322, 916, 1379]
wire-credit: (By Telegraph—Press Association.) — [39, 1446, 173, 1456]
article-headline: WAITING FOR DETAILS — [38, 893, 174, 908]
article-paragraph: The only comment the Federal Premier (Mr Menzies) would make on Mr Churchill's broadcast was: "It is quite obvious that anybody who kills Germans for us in this war is doing a good job of work." — [32, 1014, 180, 1071]
article-headline: LITTLE DAMAGE — [356, 933, 454, 948]
article-subhead: CASUALTIES & DAMAGE IN ALEXANDRIA. — [340, 1546, 470, 1569]
article-paragraph: Hai-Mehi lived in Persia in the 18th century. — [482, 742, 618, 762]
article-paragraph: Lithuania has declared her independence and separated from the Soviet Union. A new Government has been formed, headed by M. Skirpa, a former Minister to Berlin. — [189, 992, 328, 1040]
dateline: LONDON, June 23. — [685, 140, 758, 150]
article-subhead: NINETEEN DESTROYED YESTERDAY — [631, 58, 757, 81]
article-subhead: CEREMONIAL PARADE. — [489, 279, 611, 291]
article-paragraph: The National Patriotic Fund Board had been formed, and 11 Provincial Councils set up. All money collected by these Provincial Councils went into the national fund, and that was the only channel through which it came overseas. Exemptions had been made in respect of religious bodies which were allowed to collect amongst their own people, but the money still came through the national fund. — [770, 1219, 916, 1323]
column-6 — [924, 38, 1084, 1610]
article-paragraph: Built by the Church Army, the official Church of England body, in conjunction with the N.Z. National Patriotic Fund Board, a new and attractive recreational hut was opened on Saturday in the New Zealand Base Camp. The hut, which is on similar lines to those in training camps in New Zealand, was to have been opened by the Prime Minister, the Right Hon. P. Fraser, but, owing to the extensive programme he has set himself during his visit to the Middle East, he was unable to be present. — [770, 716, 916, 847]
article-paragraph: Built of brick, with an eye to cosiness, the building has an attractive exterior and inside is airy and roomy. It is tastefully furnished in plain style with wicker tables and chairs. There is a piano, a radio, a buffet where tea, cakes and soft drinks will be sold, and a library and writing room. Draped at one end of the main hall is the Union Jack, while recessed at the other end is the Chapel of St. Michael and All Angels. — [770, 1490, 916, 1602]
